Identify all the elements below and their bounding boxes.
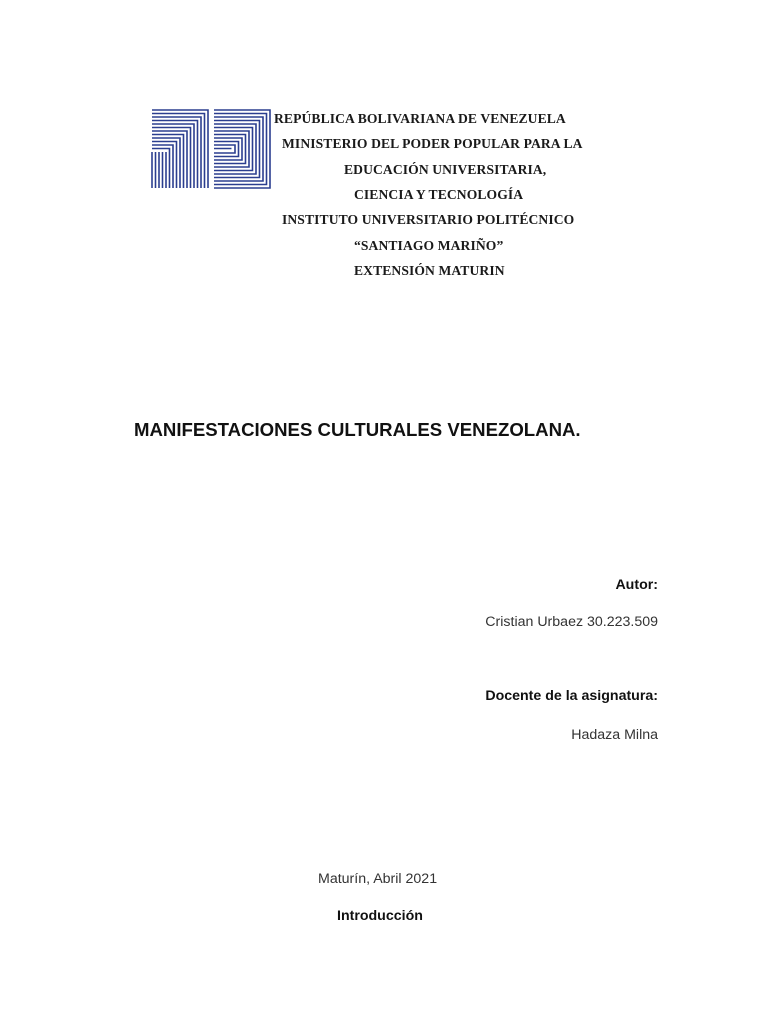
header-line-institute: INSTITUTO UNIVERSITARIO POLITÉCNICO [282, 212, 575, 227]
institution-logo [150, 108, 272, 190]
header-line-science: CIENCIA Y TECNOLOGÍA [354, 187, 524, 202]
place-date: Maturín, Abril 2021 [318, 871, 438, 887]
header-line-santiago-marino: “SANTIAGO MARIÑO” [354, 238, 504, 253]
header-line-extension: EXTENSIÓN MATURIN [354, 263, 505, 278]
teacher-name: Hadaza Milna [571, 727, 658, 743]
document-title: MANIFESTACIONES CULTURALES VENEZOLANA. [134, 419, 581, 440]
header-line-education: EDUCACIÓN UNIVERSITARIA, [344, 162, 547, 177]
header-line-republic: REPÚBLICA BOLIVARIANA DE VENEZUELA [274, 111, 566, 126]
author-label: Autor: [615, 577, 658, 593]
section-heading-introduccion: Introducción [337, 908, 423, 924]
author-name: Cristian Urbaez 30.223.509 [485, 614, 658, 630]
teacher-label: Docente de la asignatura: [485, 688, 658, 704]
header-line-ministry: MINISTERIO DEL PODER POPULAR PARA LA [282, 136, 583, 151]
